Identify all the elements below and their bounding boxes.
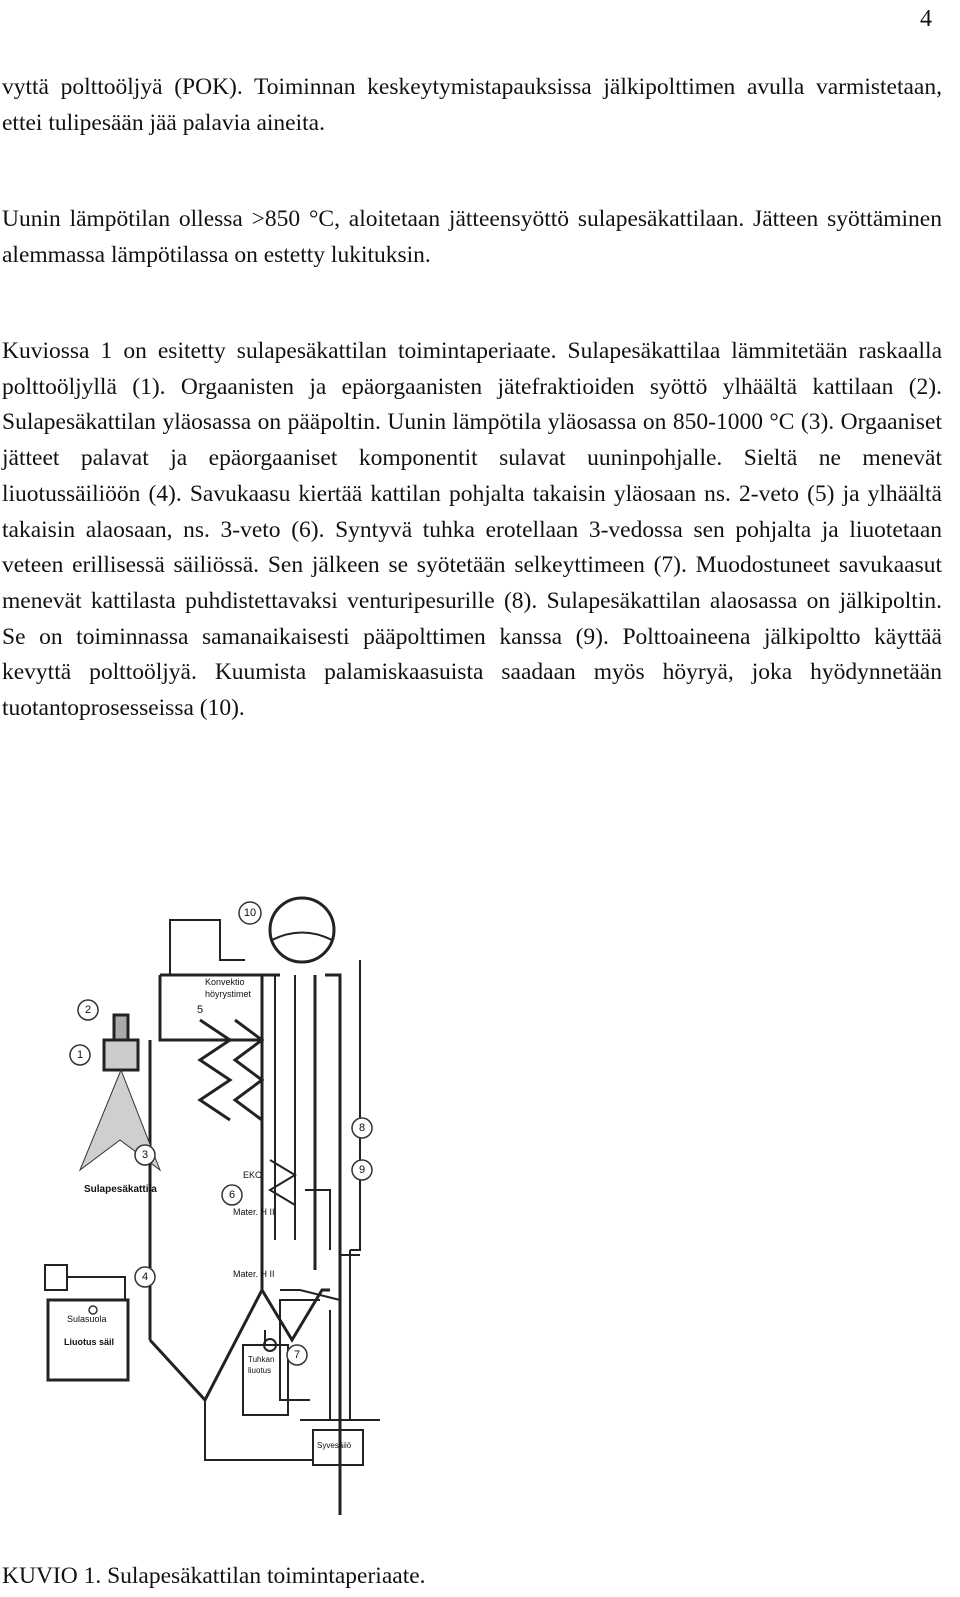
label-hoyrystimet: höyrystimet [205,989,252,999]
label-sulapesakattila: Sulapesäkattila [84,1184,157,1195]
label-mater-1: Mater. H II [233,1207,275,1217]
steam-drum [270,898,334,962]
marker-9: 9 [358,1163,366,1176]
convection-coil [200,1020,230,1120]
label-liuotus-sail: Liuotus säil [64,1337,115,1347]
figure-caption: KUVIO 1. Sulapesäkattilan toimintaperiaate. [2,1563,426,1589]
boiler-diagram [40,895,380,1515]
marker-10: 10 [243,906,257,919]
marker-5: 5 [196,1003,204,1016]
page-number: 4 [920,6,932,32]
marker-2: 2 [84,1003,92,1016]
label-eko: EKO [243,1170,263,1180]
paragraph: vyttä polttoöljyä (POK). Toiminnan keskeytymistapauksissa jälkipolttimen avulla varmistetaan, ettei tulipesään jää palavia aineita. [2,74,942,136]
label-syvesaiio: Syvesäiiö [317,1441,352,1450]
marker-7: 7 [293,1348,301,1361]
paragraph: Uunin lämpötilan ollessa >850 °C, aloitetaan jätteensyöttö sulapesäkattilaan. Jätteen syöttäminen alemmassa lämpötilassa on estetty lukituksin. [2,206,942,268]
eco-coil [270,1160,295,1205]
marker-4: 4 [141,1270,149,1283]
marker-6: 6 [228,1188,236,1201]
ash-hopper [262,1290,330,1340]
label-liuotus: liuotus [248,1366,272,1375]
marker-8: 8 [358,1121,366,1134]
main-burner [114,1015,128,1040]
label-konvektio: Konvektio [205,977,245,987]
label-sulasuola: Sulasuola [67,1314,107,1324]
label-mater-2: Mater. H II [233,1269,275,1279]
paragraph: Kuviossa 1 on esitetty sulapesäkattilan toimintaperiaate. Sulapesäkattilaa lämmitetään raskaalla polttoöljyllä (1). Orgaanisten ja epäorgaanisten jätefraktioiden syöttö ylhäältä kattilaan (2). Sulapesäkattilan yläosassa on pääpoltin. Uunin lämpötila yläosassa on 850-1000 °C (3). Orgaaniset jätteet palavat ja epäorgaaniset komponentit sulavat uuninpohjalle. Sieltä ne menevät liuotussäiliöön (4). Savukaasu kiertää kattilan pohjalta takaisin yläosaan ns. 2-veto (5) ja ylhäältä takaisin alaosaan, ns. 3-veto (6). Syntyvä tuhka erotellaan 3-vedossa sen pohjalta ja liuotetaan veteen erillisessä säiliössä. Sen jälkeen se syötetään selkeyttimeen (7). Muodostuneet savukaasut menevät kattilasta puhdistettavaksi venturipesurille (8). Sulapesäkattilan alaosassa on jälkipoltin. Se on toiminnassa samanaikaisesti pääpolttimen kanssa (9). Polttoaineena jälkipoltto käyttää kevyttä polttoöljyä. Kuumista palamiskaasuista saadaan myös höyryä, joka hyödynnetään tuotantoprosesseissa (10). [2,338,942,722]
label-tuhkan: Tuhkan [248,1355,275,1364]
marker-3: 3 [141,1148,149,1161]
marker-1: 1 [76,1048,84,1061]
